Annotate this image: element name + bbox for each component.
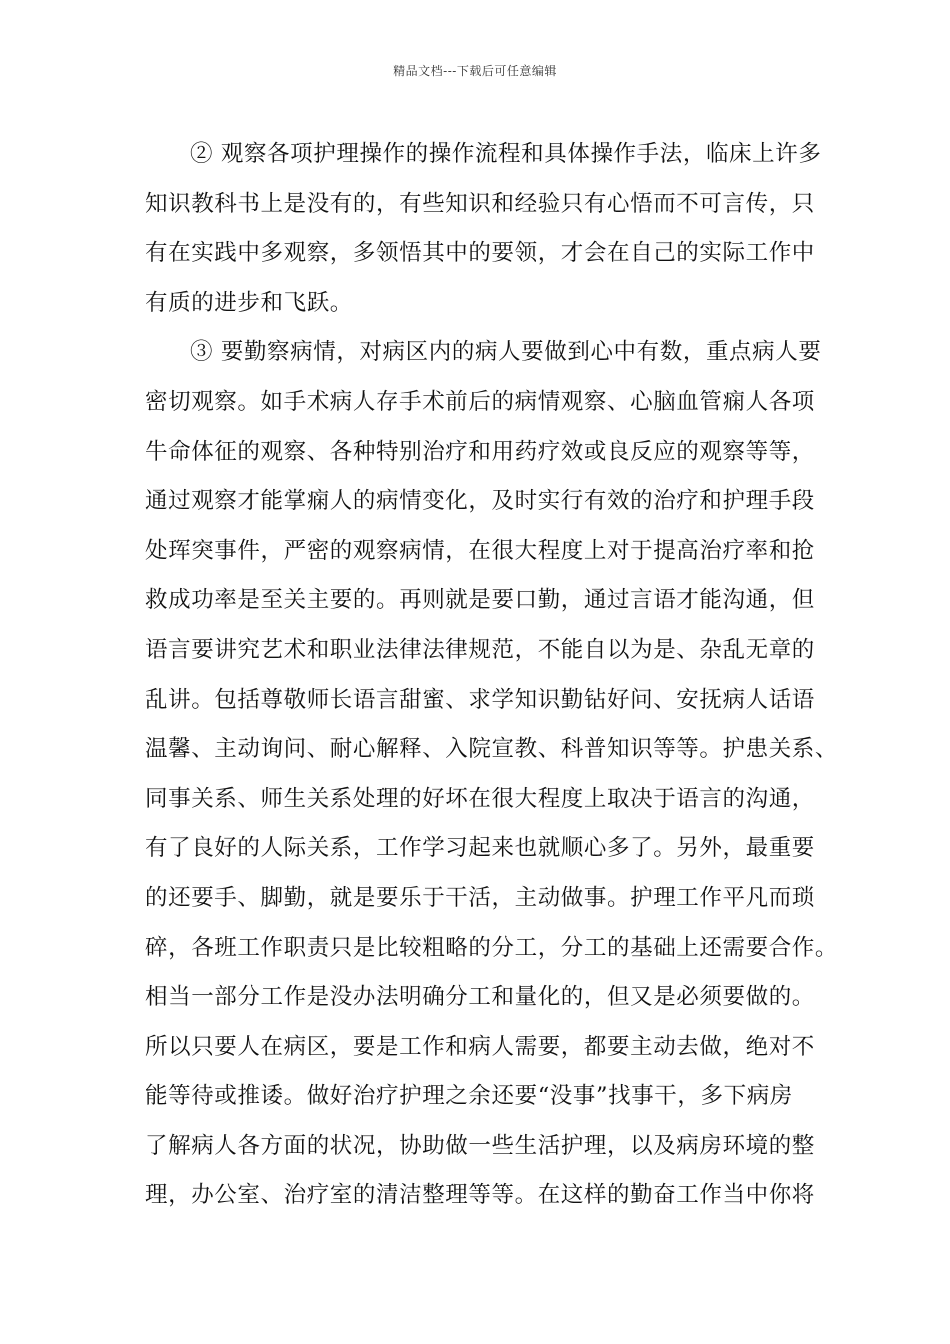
text-line: 知识教科书上是没有的，有些知识和经验只有心悟而不可言传，只 bbox=[145, 190, 815, 217]
paragraph bbox=[145, 328, 839, 1221]
text-line: 通过观察才能掌痫人的病情变化，及时实行有效的治疗和护理手段 bbox=[145, 488, 815, 515]
text-line: 了解病人各方面的状况，协助做一些生活护理，以及病房环境的整 bbox=[145, 1132, 815, 1159]
text-line: 理，办公室、治疗室的清洁整理等等。在这样的勤奋工作当中你将 bbox=[145, 1182, 815, 1209]
text-line: 乱讲。包括尊敬师长语言甜蜜、求学知识勤钻好问、安抚病人话语 bbox=[145, 686, 815, 713]
text-line: 有在实践中多观察，多领悟其中的要领，才会在自己的实际工作中 bbox=[145, 240, 815, 267]
text-line: 相当一部分工作是没办法明确分工和量化的，但又是必须要做的。 bbox=[145, 984, 815, 1011]
document-body bbox=[145, 130, 839, 1221]
text-line: 能等待或推诿。做好治疗护理之余还要“没事”找事干，多下病房 bbox=[145, 1083, 793, 1110]
page-header: 精品文档---下载后可任意编辑 bbox=[393, 64, 557, 78]
text-line: 处珲突事件，严密的观察病情，在很大程度上对于提高治疗率和抢 bbox=[145, 537, 815, 564]
text-line: 牛命体征的观察、各种特别治疗和用药疗效或良反应的观察等等， bbox=[145, 438, 815, 465]
text-line: ② 观察各项护理操作的操作流程和具体操作手法，临床上许多 bbox=[190, 141, 822, 167]
text-line: 语言要讲究艺术和职业法律法律规范，不能自以为是、杂乱无章的 bbox=[145, 636, 815, 663]
text-line: 碎，各班工作职责只是比较粗略的分工，分工的基础上还需要合作。 bbox=[145, 934, 839, 961]
text-line: 温馨、主动询问、耐心解释、入院宣教、科普知识等等。护患关系、 bbox=[145, 736, 839, 763]
text-line: 救成功率是至关主要的。再则就是要口勤，通过言语才能沟通，但 bbox=[145, 587, 815, 614]
text-line: 所以只要人在病区，要是工作和病人需要，都要主动去做，绝对不 bbox=[145, 1033, 815, 1060]
text-line: 密切观察。如手术病人存手术前后的病情观察、心脑血管痫人各项 bbox=[145, 388, 815, 415]
paragraph bbox=[145, 130, 825, 328]
text-line: ③ 要勤察病情，对病区内的病人要做到心中有数，重点病人要 bbox=[190, 339, 822, 366]
text-line: 的还要手、脚勤，就是要乐于干活，主动做事。护理工作平凡而琐 bbox=[145, 884, 815, 911]
text-line: 有了良好的人际关系，工作学习起来也就顺心多了。另外，最重要 bbox=[145, 835, 815, 862]
text-line: 同事关系、师生关系处理的好坏在很大程度上取决于语言的沟通， bbox=[145, 785, 815, 812]
text-line: 有质的进步和飞跃。 bbox=[145, 289, 353, 316]
